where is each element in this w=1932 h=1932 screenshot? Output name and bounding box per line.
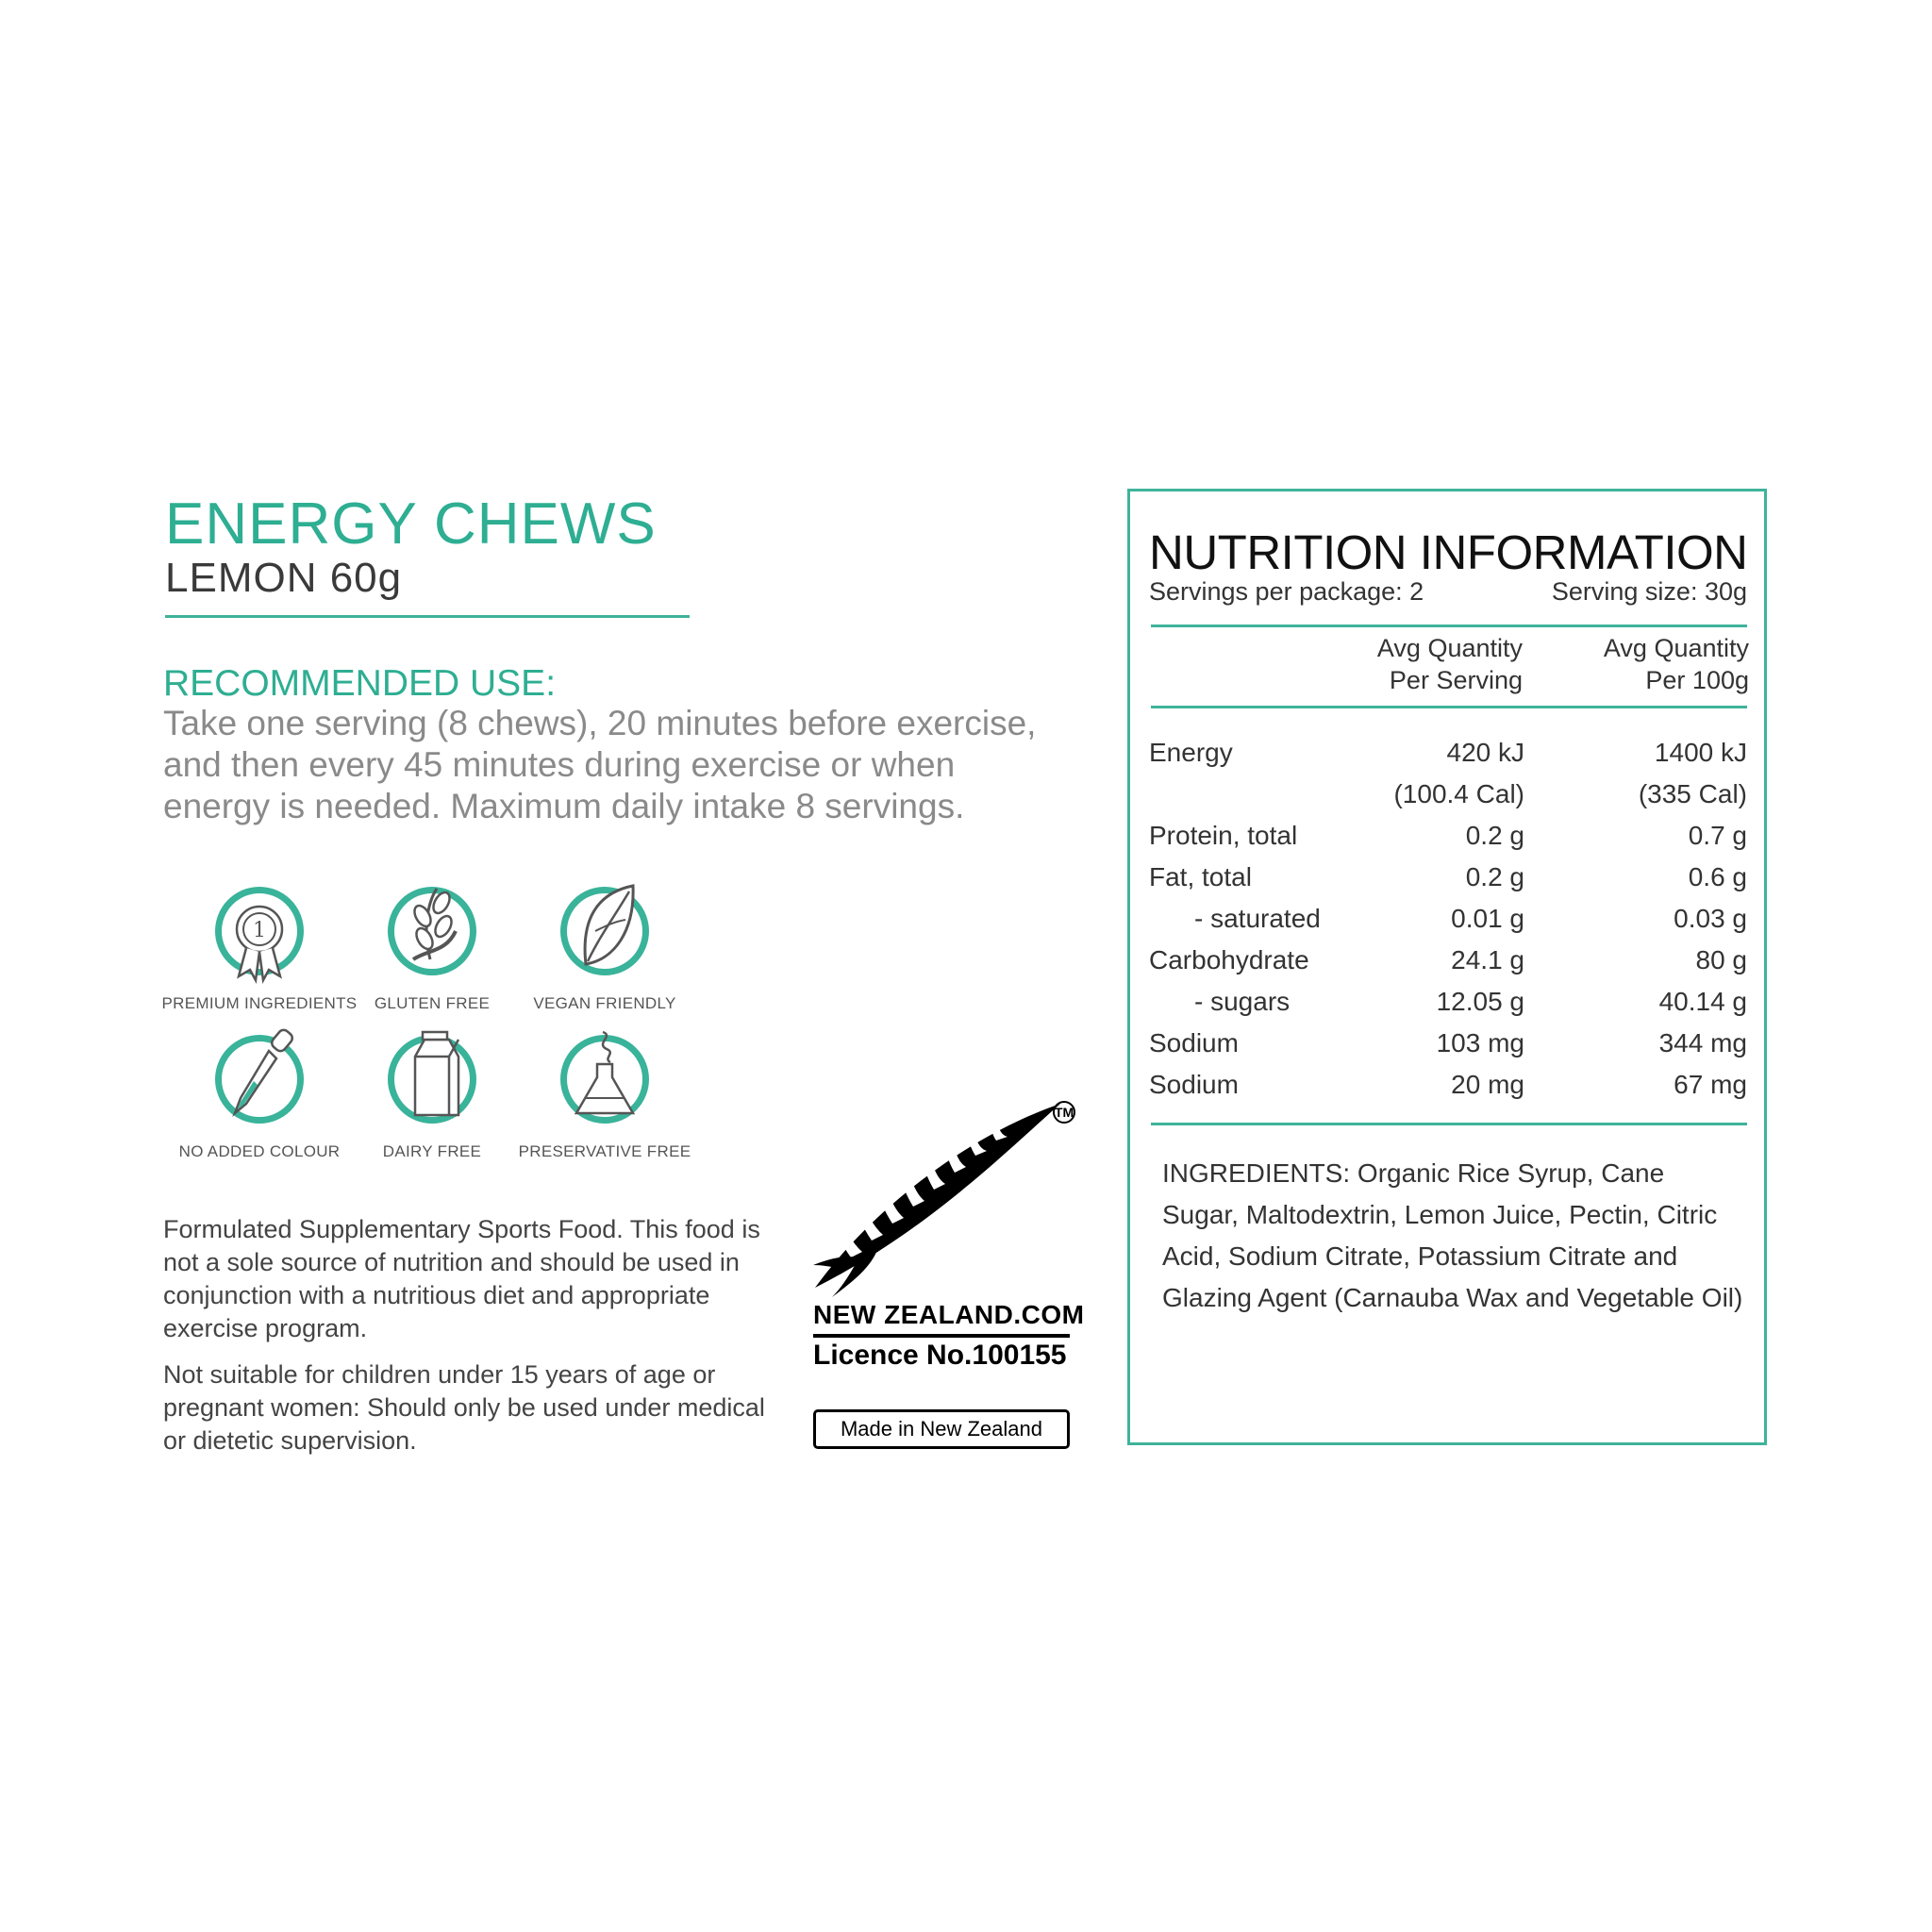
- nutrient-name: Energy: [1149, 738, 1233, 767]
- nutrient-name: Fat, total: [1149, 862, 1252, 891]
- column-header-line: Avg Quantity: [1603, 634, 1749, 662]
- disclaimer-text: Formulated Supplementary Sports Food. This food is not a sole source of nutrition and should be used in conjunction with a nutritious diet and appropriate exercise program.: [163, 1215, 760, 1342]
- per-100g-value: 1400 kJ: [1654, 738, 1747, 767]
- servings-per-package: Servings per package: 2: [1149, 577, 1424, 606]
- feature-vegan-friendly: [496, 887, 713, 1013]
- warning-text: Not suitable for children under 15 years of age or pregnant women: Should only be used under medical or dietetic supervision.: [163, 1360, 765, 1455]
- milk-carton-icon: [388, 1035, 476, 1124]
- nutrition-title: NUTRITION INFORMATION: [1149, 525, 1748, 579]
- trademark-symbol: TM: [1053, 1101, 1075, 1124]
- column-header-line: Avg Quantity: [1376, 634, 1523, 662]
- nutrition-row: [1149, 987, 1749, 1027]
- svg-text:1: 1: [253, 919, 266, 942]
- nutrient-name: Carbohydrate: [1149, 945, 1309, 974]
- nutrient-name: - sugars: [1194, 987, 1291, 1016]
- per-100g-value: 344 mg: [1658, 1028, 1747, 1058]
- nz-logo-text: NEW ZEALAND.COM: [813, 1300, 1085, 1329]
- per-serving-value: 0.2 g: [1465, 862, 1524, 891]
- per-100g-value: 40.14 g: [1658, 987, 1747, 1016]
- nutrition-row: [1149, 821, 1749, 861]
- nutrient-name: Protein, total: [1149, 821, 1298, 850]
- fern-logo: [813, 1099, 1068, 1297]
- per-100g-value: 67 mg: [1674, 1070, 1747, 1099]
- feature-label: GLUTEN FREE: [374, 994, 491, 1012]
- per-100g-value: 0.7 g: [1688, 821, 1747, 850]
- per-serving-value: 103 mg: [1436, 1028, 1524, 1058]
- nutrient-name: - saturated: [1194, 904, 1321, 933]
- nutrition-row: [1149, 1028, 1749, 1069]
- serving-size: Serving size: 30g: [1551, 577, 1747, 606]
- table-divider: [1151, 625, 1747, 627]
- per-serving-value: 0.2 g: [1465, 821, 1524, 850]
- recommended-use-heading: RECOMMENDED USE:: [163, 663, 557, 704]
- feature-label: PRESERVATIVE FREE: [518, 1142, 691, 1160]
- no-wheat-icon: [388, 887, 476, 975]
- nutrient-name: Sodium: [1149, 1070, 1239, 1099]
- nutrient-name: Sodium: [1149, 1028, 1239, 1058]
- per-serving-value: 20 mg: [1451, 1070, 1524, 1099]
- dropper-icon: [215, 1035, 304, 1124]
- feature-label: VEGAN FRIENDLY: [533, 994, 676, 1012]
- per-serving-value: 0.01 g: [1451, 904, 1524, 933]
- nutrition-row: [1149, 779, 1749, 820]
- per-100g-value: 0.03 g: [1674, 904, 1747, 933]
- title-divider: [165, 615, 690, 618]
- nutrition-row: [1149, 1070, 1749, 1110]
- per-100g-value: 0.6 g: [1688, 862, 1747, 891]
- licence-number: Licence No.100155: [813, 1340, 1067, 1371]
- table-divider: [1151, 1123, 1747, 1125]
- per-serving-value: 12.05 g: [1436, 987, 1524, 1016]
- per-100g-value: 80 g: [1695, 945, 1747, 974]
- column-header-line: Per Serving: [1389, 666, 1523, 694]
- product-title: ENERGY CHEWS: [165, 491, 657, 557]
- feature-label: NO ADDED COLOUR: [178, 1142, 341, 1160]
- column-header-line: Per 100g: [1645, 666, 1749, 694]
- made-in-badge: Made in New Zealand: [813, 1409, 1070, 1449]
- ingredients-text: INGREDIENTS: Organic Rice Syrup, Cane Sugar, Maltodextrin, Lemon Juice, Pectin, Citric Acid, Sodium Citrate, Potassium Citrate and Glazing Agent (Carnauba Wax and Vegetable Oil): [1162, 1158, 1743, 1312]
- nutrition-row: [1149, 862, 1749, 903]
- table-divider: [1151, 706, 1747, 708]
- per-100g-value: (335 Cal): [1638, 779, 1747, 808]
- flask-icon: [560, 1035, 649, 1124]
- per-serving-value: (100.4 Cal): [1393, 779, 1524, 808]
- recommended-use-text: Take one serving (8 chews), 20 minutes before exercise, and then every 45 minutes during exercise or when energy is needed. Maximum daily intake 8 servings.: [163, 704, 1037, 825]
- nz-logo-divider: [813, 1334, 1070, 1338]
- nutrition-row: [1149, 738, 1749, 778]
- award-ribbon-icon: [215, 887, 304, 975]
- nutrition-row: [1149, 945, 1749, 986]
- nutrition-row: [1149, 904, 1749, 944]
- per-serving-value: 24.1 g: [1451, 945, 1524, 974]
- feature-label: DAIRY FREE: [382, 1142, 482, 1160]
- column-header-per-100g: [1557, 632, 1749, 696]
- feature-label: PREMIUM INGREDIENTS: [161, 994, 358, 1012]
- feature-preservative-free: [496, 1035, 713, 1161]
- column-header-per-serving: [1330, 632, 1523, 696]
- product-subtitle: LEMON 60g: [165, 555, 403, 601]
- leaf-icon: [560, 887, 649, 975]
- per-serving-value: 420 kJ: [1446, 738, 1524, 767]
